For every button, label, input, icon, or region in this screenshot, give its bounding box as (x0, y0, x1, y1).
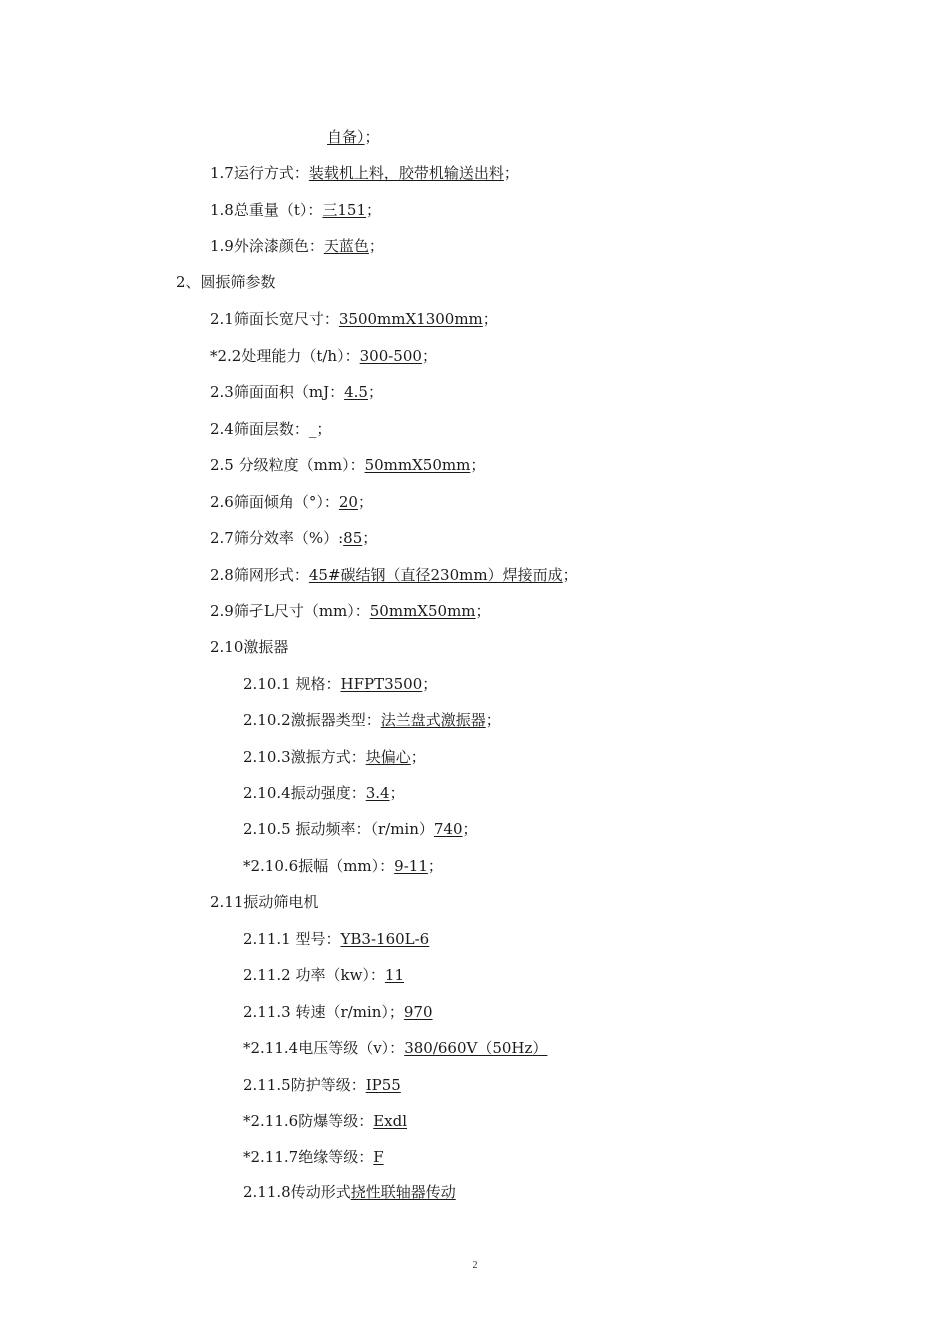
text-line: 2.11.5防护等级：IP55 (243, 1076, 401, 1094)
text-line: 2.1筛面长宽尺寸：3500mmX1300mm； (210, 310, 498, 328)
text-line: 2.11.8传动形式挠性联轴器传动 (243, 1183, 456, 1201)
text-line: 2.9筛孑L尺寸（mm）：50mmX50mm； (210, 602, 491, 620)
text-line: *2.11.4电压等级（v）：380/660V（50Hz） (243, 1039, 548, 1057)
page-number: 2 (472, 1260, 478, 1271)
text-line: 1.8总重量（t）：三151； (210, 201, 382, 219)
text-line: 2.11.1 型号：YB3-160L-6 (243, 930, 430, 948)
field-value: 740 (433, 820, 463, 838)
text-line: *2.2处理能力（t/h）：300-500； (210, 347, 437, 365)
text-line: 2.10.4振动强度：3.4； (243, 784, 405, 802)
field-value: 3500mmX1300mm (338, 310, 483, 328)
field-value: 装载机上料，胶带机输送出料 (308, 164, 504, 182)
field-value: 300-500 (359, 347, 422, 365)
field-value: 9-11 (394, 857, 428, 875)
text-line: 2.10.1 规格：HFPT3500； (243, 675, 438, 693)
text-line: 2.7筛分效率（%）:85； (210, 529, 378, 547)
field-value: HFPT3500 (340, 675, 423, 693)
field-value: 三151 (322, 201, 367, 219)
field-value: 自备） (327, 128, 365, 146)
text-line: 2.8筛网形式：45#碳结钢（直径230mm）焊接而成； (210, 566, 578, 584)
field-value: F (373, 1148, 384, 1166)
field-value: 4.5 (344, 383, 368, 401)
text-line: 2.10.5 振动频率：（r/min）740； (243, 820, 478, 838)
text-line: 2.10.3激振方式：块偏心； (243, 748, 426, 766)
subsection-heading: 2.11振动筛电机 (210, 893, 319, 911)
text-line: 2.4筛面层数：_； (210, 420, 332, 438)
subsection-heading: 2.10激振器 (210, 638, 289, 656)
field-value: 块偏心 (365, 748, 411, 766)
field-value: 天蓝色 (323, 237, 369, 255)
field-value: 法兰盘式激振器 (380, 711, 486, 729)
text-line: 自备）； (327, 128, 380, 146)
field-value: 380/660V（50Hz） (404, 1039, 548, 1057)
field-value: 45#碳结钢（直径230mm）焊接而成 (308, 566, 563, 584)
field-value: 挠性联轴器传动 (350, 1183, 456, 1201)
text-line: 2.11.3 转速（r/min）；970 (243, 1003, 433, 1021)
section-heading: 2、圆振筛参数 (176, 273, 276, 291)
text-line: 2.6筛面倾角（°）：20； (210, 493, 373, 511)
field-value: Exdl (373, 1112, 408, 1130)
field-value: 50mmX50mm (364, 456, 471, 474)
field-value: 11 (384, 966, 405, 984)
text-line: *2.11.6防爆等级：Exdl (243, 1112, 408, 1130)
text-line: 2.5 分级粒度（mm）：50mmX50mm； (210, 456, 486, 474)
field-value: IP55 (365, 1076, 401, 1094)
text-line: 2.10.2激振器类型：法兰盘式激振器； (243, 711, 501, 729)
text-line: *2.11.7绝缘等级：F (243, 1148, 384, 1166)
text-line: 2.11.2 功率（kw）：11 (243, 966, 405, 984)
field-value: 970 (403, 1003, 433, 1021)
field-value: 20 (338, 493, 358, 511)
field-value: 50mmX50mm (369, 602, 476, 620)
field-value: YB3-160L-6 (340, 930, 430, 948)
field-value: 3.4 (365, 784, 390, 802)
text-line: *2.10.6振幅（mm）：9-11； (243, 857, 443, 875)
text-line: 1.9外涂漆颜色：天蓝色； (210, 237, 384, 255)
field-value: 85 (343, 529, 363, 547)
text-line: 2.3筛面面积（mJ：4.5； (210, 383, 383, 401)
text-line: 1.7运行方式：装载机上料，胶带机输送出料； (210, 164, 519, 182)
